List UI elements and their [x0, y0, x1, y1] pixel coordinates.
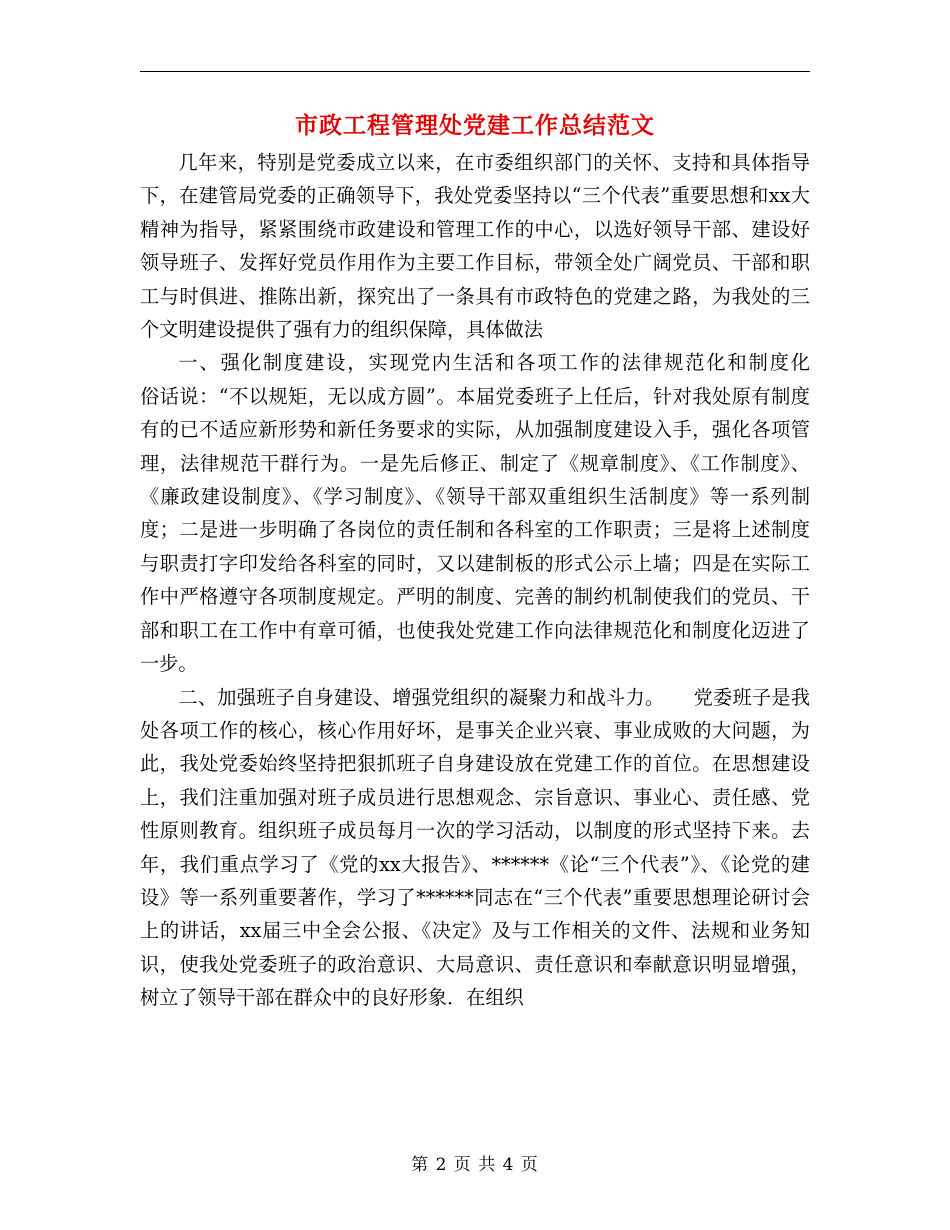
document-body [140, 146, 849, 1015]
page-number: 第 2 页 共 4 页 [411, 1155, 539, 1175]
header-rule [140, 71, 810, 72]
paragraph-intro: 几年来，特别是党委成立以来，在市委组织部门的关怀、支持和具体指导下，在建管局党委的正确领导下，我处党委坚持以“三个代表”重要思想和xx大精神为指导，紧紧围绕市政建设和管理工作的中心，以选好领导干部、建设好领导班子、发挥好党员作用作为主要工作目标，带领全处广阔党员、干部和职工与时俱进、推陈出新，探究出了一条具有市政特色的党建之路，为我处的三个文明建设提供了强有力的组织保障，具体做法 [140, 151, 810, 342]
paragraph-section-2: 二、加强班子自身建设、增强党组织的凝聚力和战斗力。 党委班子是我处各项工作的核心，核心作用好坏，是事关企业兴衰、事业成败的大问题，为此，我处党委始终坚持把狠抓班子自身建设放在党建工作的首位。在思想建设上，我们注重加强对班子成员进行思想观念、宗旨意识、事业心、责任感、党性原则教育。组织班子成员每月一次的学习活动，以制度的形式坚持下来。去年，我们重点学习了《党的xx大报告》、******《论“三个代表”》、《论党的建设》等一系列重要著作，学习了******同志在“三个代表”重要思想理论研讨会上的讲话，xx届三中全会公报、《决定》及与工作相关的文件、法规和业务知识，使我处党委班子的政治意识、大局意识、责任意识和奉献意识明显增强，树立了领导干部在群众中的良好形象．在组织 [140, 685, 810, 1010]
document-title: 市政工程管理处党建工作总结范文 [295, 112, 655, 139]
paragraph-section-1: 一、强化制度建设，实现党内生活和各项工作的法律规范化和制度化 俗话说：“不以规矩，无以成方圆”。本届党委班子上任后，针对我处原有制度有的已不适应新形势和新任务要求的实际，从加强制度建设入手，强化各项管理，法律规范干群行为。一是先后修正、制定了《规章制度》、《工作制度》、《廉政建设制度》、《学习制度》、《领导干部双重组织生活制度》等一系列制度；二是进一步明确了各岗位的责任制和各科室的工作职责；三是将上述制度与职责打字印发给各科室的同时，又以建制板的形式公示上墙；四是在实际工作中严格遵守各项制度规定。严明的制度、完善的制约机制使我们的党员、干部和职工在工作中有章可循，也使我处党建工作向法律规范化和制度化迈进了一步。 [140, 351, 849, 676]
